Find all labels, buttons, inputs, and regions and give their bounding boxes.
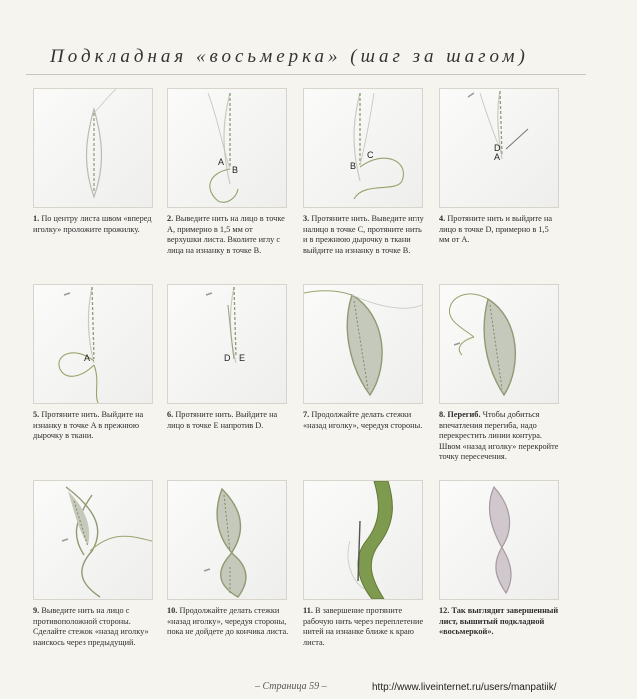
step-photo <box>167 480 287 600</box>
step-photo <box>303 284 423 404</box>
step-number: 6. <box>167 410 174 419</box>
watermark-url[interactable]: http://www.liveinternet.ru/users/manpatiik/ <box>372 682 557 693</box>
point-label: C <box>367 150 374 160</box>
step-1 <box>33 88 155 235</box>
page-footer: – Страница 59 – <box>255 681 327 692</box>
step-photo <box>167 88 287 208</box>
point-label: A <box>494 152 501 162</box>
leaf-illustration <box>168 285 286 403</box>
step-number: 8. <box>439 410 446 419</box>
step-photo <box>33 480 153 600</box>
leaf-illustration <box>304 481 422 599</box>
step-number: 9. <box>33 606 40 615</box>
step-number: 1. <box>33 214 40 223</box>
step-caption <box>33 410 155 442</box>
step-caption <box>303 410 425 431</box>
step-text: Протяните нить. Выведите иглу налицо в точке C, протяните нить и в прежнюю дырочку в ткани выйдите на изнанку в точке B. <box>303 214 424 255</box>
step-caption <box>167 214 289 256</box>
step-number: 5. <box>33 410 40 419</box>
step-photo <box>303 480 423 600</box>
step-photo <box>33 88 153 208</box>
leaf-illustration <box>34 481 152 599</box>
step-text: Выведите нить на лицо в точке A, примерно в 1,5 мм от верхушки листа. Вколите иглу с лица на изнанку в точке B. <box>167 214 285 255</box>
step-caption <box>439 410 561 463</box>
step-text: В завершение протяните рабочую нить через переплетение нитей на изнанке ближе к краю листа. <box>303 606 424 647</box>
point-label: B <box>350 161 357 171</box>
step-8 <box>439 284 561 463</box>
step-caption <box>303 214 425 256</box>
step-caption <box>303 606 425 648</box>
step-caption <box>33 214 155 235</box>
leaf-illustration <box>304 285 422 403</box>
point-label: E <box>239 353 246 363</box>
step-6 <box>167 284 289 431</box>
step-text: Протяните нить. Выйдите на изнанку в точке A в прежнюю дырочку в ткани. <box>33 410 144 441</box>
step-5 <box>33 284 155 442</box>
step-text: Чтобы добиться впечатления перегиба, надо перекрестить линии контура. Швом «назад иголку» перекройте точку пересечения. <box>439 410 559 462</box>
step-photo <box>439 88 559 208</box>
step-number: 12. <box>439 606 450 615</box>
title-divider <box>26 74 586 75</box>
step-photo <box>439 284 559 404</box>
point-label: B <box>232 165 239 175</box>
step-number: 11. <box>303 606 313 615</box>
step-photo <box>439 480 559 600</box>
step-caption <box>167 410 289 431</box>
step-caption <box>439 214 561 246</box>
step-9 <box>33 480 155 648</box>
point-label: A <box>218 157 225 167</box>
page-title: Подкладная «восьмерка» (шаг за шагом) <box>50 46 529 67</box>
step-text: Продолжайте делать стежки «назад иголку», чередуя стороны, пока не дойдете до кончика листа. <box>167 606 289 637</box>
point-label: A <box>84 353 91 363</box>
step-text: Продолжайте делать стежки «назад иголку», чередуя стороны. <box>303 410 423 430</box>
leaf-illustration <box>304 89 422 207</box>
leaf-illustration <box>168 89 286 207</box>
step-photo <box>33 284 153 404</box>
step-10 <box>167 480 289 638</box>
step-caption <box>167 606 289 638</box>
step-12 <box>439 480 561 638</box>
step-caption <box>439 606 561 638</box>
step-number: 3. <box>303 214 310 223</box>
step-bold-text: Перегиб. <box>447 410 481 419</box>
step-bold-text: Так выглядит завершенный лист, вышитый подкладной «восьмеркой». <box>439 606 559 637</box>
step-photo <box>167 284 287 404</box>
step-11 <box>303 480 425 648</box>
step-caption <box>33 606 155 648</box>
step-text: Протяните нить и выйдите на лицо в точке D, примерно в 1,5 мм от A. <box>439 214 553 245</box>
step-number: 4. <box>439 214 446 223</box>
leaf-illustration <box>440 285 558 403</box>
point-label: D <box>224 353 231 363</box>
step-text: По центру листа швом «вперед иголку» проложите прожилку. <box>33 214 152 234</box>
leaf-illustration <box>440 89 558 207</box>
leaf-illustration <box>34 285 152 403</box>
step-number: 7. <box>303 410 310 419</box>
leaf-illustration <box>34 89 152 207</box>
step-number: 2. <box>167 214 174 223</box>
step-text: Выведите нить на лицо с противоположной стороны. Сделайте стежок «назад иголку» наискось через предыдущий. <box>33 606 149 647</box>
step-4 <box>439 88 561 246</box>
step-2 <box>167 88 289 256</box>
leaf-illustration <box>168 481 286 599</box>
step-number: 10. <box>167 606 178 615</box>
leaf-illustration <box>440 481 558 599</box>
step-3 <box>303 88 425 256</box>
point-label: D <box>494 143 501 153</box>
step-7 <box>303 284 425 431</box>
step-photo <box>303 88 423 208</box>
step-text: Протяните нить. Выйдите на лицо в точке E напротив D. <box>167 410 278 430</box>
